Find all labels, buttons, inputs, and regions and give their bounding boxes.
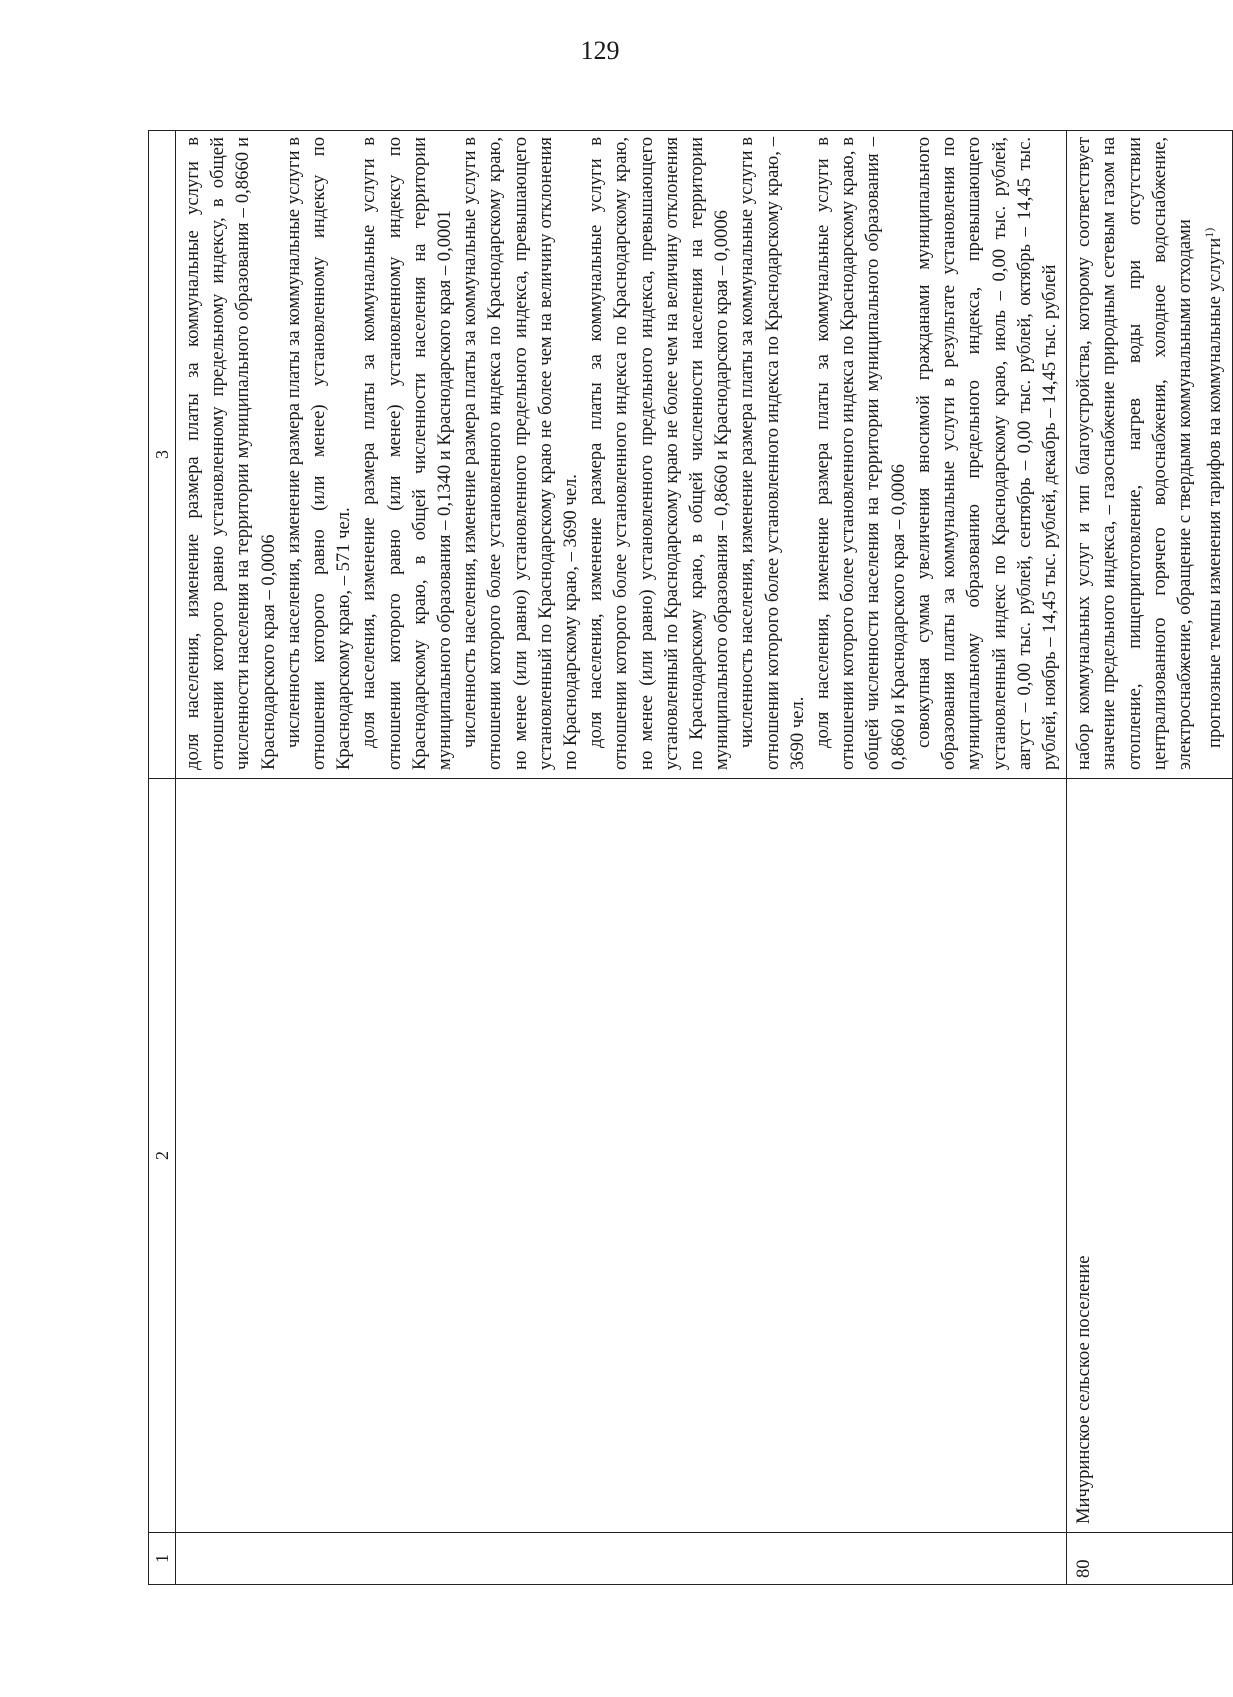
table-row [1067, 131, 1232, 1585]
paragraph: доля населения, изменение размера платы за коммунальные услуги в отношении которого равно установленному предельному индексу, в общей численности населения на территории муниципального образования – 0,8660 и Краснодарского края – 0,0006 [182, 137, 279, 770]
paragraph: доля населения, изменение размера платы за коммунальные услуги в отношении которого более установленного индекса по Краснодарскому краю, в общей численности населения на территории муниципального образования – 0,8660 и Краснодарского края – 0,0006 [812, 137, 909, 770]
row-number-cell [176, 1533, 1067, 1585]
footnote-mark: 1) [1202, 227, 1217, 238]
rotated-table-container [148, 131, 1226, 1585]
paragraph: доля населения, изменение размера платы за коммунальные услуги в отношении которого более установленного индекса по Краснодарскому краю, но менее (или равно) установленного предельного индекса, превышающего установленный по Краснодарскому краю не более чем на величину отклонения по Краснодарскому краю, в общей численности населения на территории муниципального образования – 0,8660 и Краснодарского края – 0,0006 [585, 137, 733, 770]
indicators-cell [176, 131, 1067, 779]
paragraph: совокупная сумма увеличения вносимой гражданами муниципального образования платы за коммунальные услуги в результате установления по муниципальному образованию предельного индекса, превышающего установленный индекс по Краснодарскому краю, июль – 0,00 тыс. рублей, август – 0,00 тыс. рублей, сентябрь – 0,00 тыс. рублей, октябрь – 14,45 тыс. рублей, ноябрь – 14,45 тыс. рублей, декабрь – 14,45 тыс. рублей [912, 137, 1060, 770]
settlement-name-cell: Мичуринское сельское поселение [1067, 779, 1232, 1533]
table-row [176, 131, 1067, 1585]
paragraph: доля населения, изменение размера платы за коммунальные услуги в отношении которого равно (или менее) установленному индексу по Краснодарскому краю, в общей численности населения на территории муниципального образования – 0,1340 и Краснодарского края – 0,0001 [358, 137, 456, 770]
paragraph: численность населения, изменение размера платы за коммунальные услуги в отношении которого более установленного индекса по Краснодарскому краю, но менее (или равно) установленного предельного индекса, превышающего установленный по Краснодарскому краю не более чем на величину отклонения по Краснодарскому краю, – 3690 чел. [459, 137, 582, 770]
paragraph [1197, 137, 1227, 770]
page-number: 129 [580, 36, 620, 65]
paragraph: набор коммунальных услуг и тип благоустройства, которому соответствует значение предельного индекса, – газоснабжение природным сетевым газом на отопление, пищеприготовление, нагрев воды при отсутствии централизованного горячего водоснабжения, холодное водоснабжение, электроснабжение, обращение с твердыми коммунальными отходами [1073, 137, 1195, 770]
settlement-name-cell [176, 779, 1067, 1533]
document-table [148, 130, 1233, 1585]
table-header-row [149, 131, 176, 1585]
header-cell-1: 1 [149, 1533, 176, 1585]
row-number-cell: 80 [1067, 1533, 1232, 1585]
paragraph: численность населения, изменение размера платы за коммунальные услуги в отношении которого равно (или менее) установленному индексу по Краснодарскому краю, – 571 чел. [282, 137, 355, 770]
indicators-cell [1067, 131, 1232, 779]
header-cell-2: 2 [149, 779, 176, 1533]
tariff-forecast-text: прогнозные темпы изменения тарифов на коммунальные услуги [1204, 237, 1226, 748]
paragraph: численность населения, изменение размера платы за коммунальные услуги в отношении которого более установленного индекса по Краснодарскому краю, – 3690 чел. [736, 137, 808, 770]
header-cell-3: 3 [149, 131, 176, 779]
